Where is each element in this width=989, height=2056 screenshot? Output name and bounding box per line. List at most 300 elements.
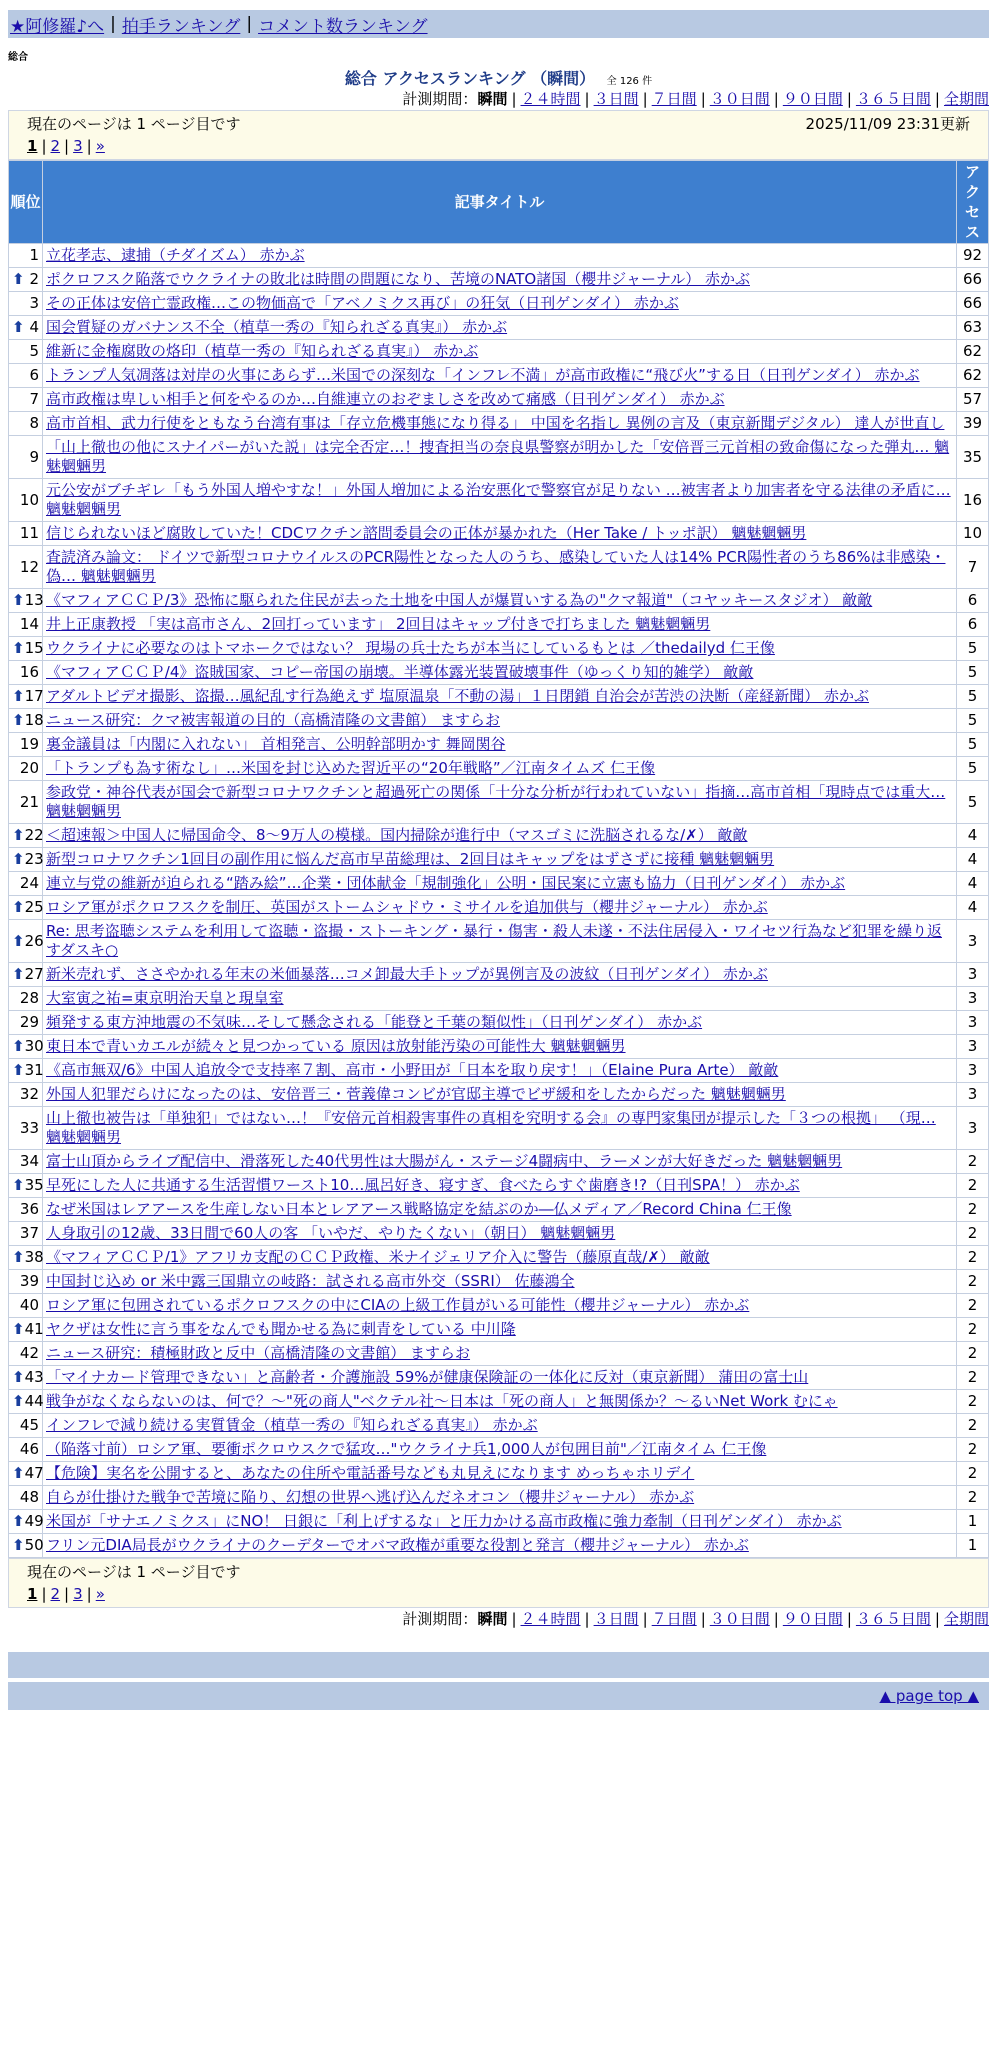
rank-up-arrow-icon: ⬆ (12, 898, 25, 916)
rank-cell (9, 1059, 43, 1083)
title-cell (43, 1150, 957, 1174)
rank-number: 36 (19, 1200, 39, 1218)
access-count: 2 (957, 1342, 989, 1366)
rank-cell (9, 412, 43, 436)
access-count: 62 (957, 364, 989, 388)
page-title-text: 総合 アクセスランキング （瞬間） (344, 69, 596, 88)
rank-number: 46 (19, 1440, 39, 1458)
table-row (9, 848, 989, 872)
period-sep: | (584, 1610, 590, 1628)
rank-up-arrow-icon: ⬆ (12, 1368, 25, 1386)
table-row (9, 920, 989, 963)
table-row (9, 896, 989, 920)
rank-number: 35 (24, 1176, 44, 1194)
title-cell (43, 292, 957, 316)
title-cell (43, 1246, 957, 1270)
title-cell (43, 987, 957, 1011)
access-count: 5 (957, 733, 989, 757)
rank-cell (9, 613, 43, 637)
access-count: 4 (957, 848, 989, 872)
article-title-link[interactable]: 【危険】実名を公開すると、あなたの住所や電話番号なども丸見えになります めっちゃホリデイ (46, 1464, 695, 1482)
access-count: 5 (957, 685, 989, 709)
rank-up-arrow-icon: ⬆ (12, 931, 25, 950)
rank-up-arrow-icon: ⬆ (12, 1536, 25, 1554)
title-cell (43, 522, 957, 546)
pager-sep: | (64, 137, 70, 155)
rank-number: 44 (24, 1392, 44, 1410)
title-cell (43, 1198, 957, 1222)
table-row (9, 1246, 989, 1270)
pager-link-page-2[interactable]: 2 (50, 1585, 61, 1603)
article-title-link[interactable]: アダルトビデオ撮影、盗撮…風紀乱す行為絶えず 塩原温泉「不動の湯」１日閉鎖 自治会が苦渋の決断（産経新聞） 赤かぶ (46, 687, 869, 705)
article-title-link[interactable]: インフレで減り続ける実質賃金（植草一秀の『知られざる真実』） 赤かぶ (46, 1416, 538, 1434)
table-row (9, 364, 989, 388)
title-cell (43, 436, 957, 479)
rank-number: 5 (29, 342, 39, 360)
rank-number: 13 (24, 591, 44, 609)
table-header-row (9, 161, 989, 244)
article-title-link[interactable]: その正体は安倍亡霊政権…この物価高で「アベノミクス再び」の狂気（日刊ゲンダイ） 赤かぶ (46, 294, 679, 312)
article-title-link[interactable]: ポクロフスク陥落でウクライナの敗北は時間の問題になり、苦境のNATO諸国（櫻井ジャーナル） 赤かぶ (46, 270, 750, 288)
title-cell (43, 589, 957, 613)
page-top-link[interactable]: ▲ page top ▲ (879, 1687, 979, 1705)
table-row (9, 1150, 989, 1174)
pager-sep: | (86, 1585, 92, 1603)
access-count: 6 (957, 613, 989, 637)
rank-cell (9, 292, 43, 316)
rank-number: 6 (29, 366, 39, 384)
footer-band (8, 1652, 989, 1678)
rank-cell (9, 1107, 43, 1150)
title-cell (43, 412, 957, 436)
rank-up-arrow-icon: ⬆ (12, 1512, 25, 1530)
nav-link-applause-ranking[interactable]: 拍手ランキング (121, 16, 241, 37)
access-count: 1 (957, 1510, 989, 1534)
access-count: 5 (957, 661, 989, 685)
rank-number: 24 (19, 874, 39, 892)
pager-bottom (8, 1558, 989, 1608)
top-nav (8, 10, 989, 38)
period-link-2[interactable]: ７日間 (651, 1610, 697, 1628)
rank-number: 31 (24, 1061, 44, 1079)
rank-cell (9, 872, 43, 896)
article-title-link[interactable]: ウクライナに必要なのはトマホークではない？ 現場の兵士たちが本当にしているもとは ／thedailyd 仁王像 (46, 639, 775, 657)
access-count: 2 (957, 1414, 989, 1438)
rank-number: 1 (29, 246, 39, 264)
rank-number: 20 (19, 759, 39, 777)
rank-number: 29 (19, 1013, 39, 1031)
article-title-link[interactable]: 頻発する東方沖地震の不気味…そして懸念される「能登と千葉の類似性」（日刊ゲンダイ） 赤かぶ (46, 1013, 703, 1031)
period-link-4[interactable]: ９０日間 (782, 90, 843, 108)
title-cell (43, 1390, 957, 1414)
table-row (9, 1198, 989, 1222)
rank-number: 9 (29, 447, 39, 466)
rank-number: 21 (19, 792, 39, 811)
table-row (9, 824, 989, 848)
access-count: 2 (957, 1486, 989, 1510)
article-title-link[interactable]: Re: 思考盗聴システムを利用して盗聴・盗撮・ストーキング・暴行・傷害・殺人未遂・不法住居侵入・ワイセツ行為など犯罪を繰り返すダスキ○ (46, 922, 942, 959)
table-row (9, 733, 989, 757)
pager-status: 現在のページは 1 ページ目です (27, 115, 241, 133)
rank-cell (9, 896, 43, 920)
table-row (9, 637, 989, 661)
rank-cell (9, 1438, 43, 1462)
table-row (9, 1035, 989, 1059)
access-count: 3 (957, 1035, 989, 1059)
pager-link-page-3[interactable]: 3 (73, 1585, 83, 1603)
title-cell (43, 637, 957, 661)
article-title-link[interactable]: 元公安がブチギレ「もう外国人増やすな！」外国人増加による治安悪化で警察官が足りない …被害者より加害者を守る法律の矛盾に… 魑魅魍魎男 (46, 481, 951, 518)
period-label: 計測期間： (402, 90, 478, 108)
title-cell (43, 268, 957, 292)
article-title-link[interactable]: 《マフィアＣＣＰ/4》盗賊国家、コピー帝国の崩壊。半導体露光装置破壊事件（ゆっくり知的雑学） 敵敵 (46, 663, 754, 681)
period-link-1[interactable]: ３日間 (593, 1610, 639, 1628)
table-row (9, 522, 989, 546)
article-title-link[interactable]: 井上正康教授 「実は高市さん、2回打っています」 2回目はキャップ付きで打ちました 魑魅魍魎男 (46, 615, 711, 633)
access-count: 16 (957, 479, 989, 522)
article-title-link[interactable]: ロシア軍がポクロフスクを制圧、英国がストームシャドウ・ミサイルを追加供与（櫻井ジャーナル） 赤かぶ (46, 898, 768, 916)
article-title-link[interactable]: 山上徹也被告は「単独犯」ではない…！『安倍元首相殺害事件の真相を究明する会』の専門家集団が提示した「３つの根拠」 （現… 魑魅魍魎男 (46, 1109, 936, 1146)
article-title-link[interactable]: 米国が「サナエノミクス」にNO！ 日銀に「利上げするな」と圧力かける高市政権に強力牽制（日刊ゲンダイ） 赤かぶ (46, 1512, 842, 1530)
article-title-link[interactable]: ニュース研究：クマ被害報道の目的（高橋清隆の文書館） ますらお (46, 711, 501, 729)
title-cell (43, 757, 957, 781)
rank-cell (9, 479, 43, 522)
period-sep: | (642, 1610, 648, 1628)
nav-link-ashura[interactable]: ★阿修羅♪へ (10, 16, 105, 37)
rank-cell (9, 1486, 43, 1510)
period-sep: | (584, 90, 590, 108)
article-title-link[interactable]: 戦争がなくならないのは、何で？～"死の商人"ベクテル社～日本は「死の商人」と無関係か？～るいNet Work むにゃ (46, 1392, 838, 1410)
table-row (9, 436, 989, 479)
access-count: 3 (957, 920, 989, 963)
access-count: 2 (957, 1294, 989, 1318)
title-cell (43, 1059, 957, 1083)
title-cell (43, 920, 957, 963)
title-cell (43, 364, 957, 388)
title-cell (43, 1107, 957, 1150)
article-title-link[interactable]: 新米売れず、ささやかれる年末の米価暴落…コメ卸最大手トップが異例言及の波紋（日刊ゲンダイ） 赤かぶ (46, 965, 768, 983)
pager-top (8, 110, 989, 160)
access-count: 4 (957, 872, 989, 896)
rank-number: 19 (19, 735, 39, 753)
category-tag: 総合 (8, 52, 28, 63)
table-row (9, 1510, 989, 1534)
rank-number: 15 (24, 639, 44, 657)
article-title-link[interactable]: ヤクザは女性に言う事をなんでも聞かせる為に刺青をしている 中川隆 (46, 1320, 516, 1338)
pager-next-link[interactable]: » (95, 1585, 105, 1603)
article-title-link[interactable]: 参政党・神谷代表が国会で新型コロナワクチンと超過死亡の関係「十分な分析が行われていない」指摘…高市首相「現時点では重大… 魑魅魍魎男 (46, 783, 946, 820)
article-title-link[interactable]: 大室寅之祐=東京明治天皇と現皇室 (46, 989, 284, 1007)
rank-up-arrow-icon: ⬆ (12, 639, 25, 657)
rank-number: 32 (19, 1085, 39, 1103)
rank-cell (9, 1150, 43, 1174)
rank-cell (9, 1270, 43, 1294)
title-cell (43, 388, 957, 412)
rank-cell (9, 244, 43, 268)
article-title-link[interactable]: 外国人犯罪だらけになったのは、安倍晋三・菅義偉コンビが官邸主導でビザ緩和をしたからだった 魑魅魍魎男 (46, 1085, 786, 1103)
rank-cell (9, 781, 43, 824)
access-count: 2 (957, 1366, 989, 1390)
table-row (9, 1438, 989, 1462)
rank-cell (9, 1510, 43, 1534)
table-row (9, 1083, 989, 1107)
rank-cell (9, 1390, 43, 1414)
access-count: 4 (957, 824, 989, 848)
access-count: 6 (957, 589, 989, 613)
article-title-link[interactable]: 早死にした人に共通する生活習慣ワースト10…風呂好き、寝すぎ、食べたらすぐ歯磨き!?（日刊SPA！） 赤かぶ (46, 1176, 800, 1194)
article-title-link[interactable]: 中国封じ込め or 米中露三国鼎立の岐路：試される高市外交（SSRI） 佐藤鴻全 (46, 1272, 575, 1290)
period-sep: | (934, 90, 940, 108)
rank-cell (9, 1174, 43, 1198)
table-row (9, 1390, 989, 1414)
table-row (9, 709, 989, 733)
table-row (9, 589, 989, 613)
table-row (9, 1174, 989, 1198)
rank-cell (9, 848, 43, 872)
access-count: 63 (957, 316, 989, 340)
rank-cell (9, 824, 43, 848)
access-count: 62 (957, 340, 989, 364)
rank-cell (9, 709, 43, 733)
title-cell (43, 1270, 957, 1294)
access-count: 66 (957, 268, 989, 292)
period-selector (8, 88, 989, 110)
access-count: 5 (957, 709, 989, 733)
period-sep: | (642, 90, 648, 108)
rank-up-arrow-icon: ⬆ (12, 270, 25, 288)
article-title-link[interactable]: 東日本で青いカエルが続々と見つかっている 原因は放射能汚染の可能性大 魑魅魍魎男 (46, 1037, 626, 1055)
rank-cell (9, 1318, 43, 1342)
access-count: 5 (957, 781, 989, 824)
rank-cell (9, 685, 43, 709)
period-link-3[interactable]: ３０日間 (709, 1610, 770, 1628)
title-cell (43, 613, 957, 637)
article-title-link[interactable]: なぜ米国はレアアースを生産しない日本とレアアース戦略協定を結ぶのか―仏メディア／Record China 仁王像 (46, 1200, 792, 1218)
rank-number: 30 (24, 1037, 44, 1055)
rank-number: 25 (24, 898, 44, 916)
article-title-link[interactable]: トランプ人気凋落は対岸の火事にあらず…米国での深刻な「インフレ不満」が高市政権に“飛び火”する日（日刊ゲンダイ） 赤かぶ (46, 366, 920, 384)
nav-link-comment-ranking[interactable]: コメント数ランキング (258, 16, 428, 37)
pager-link-page-2[interactable]: 2 (50, 137, 61, 155)
rank-cell (9, 340, 43, 364)
article-title-link[interactable]: 信じられないほど腐敗していた！CDCワクチン諮問委員会の正体が暴かれた（Her Take / トッポ訳） 魑魅魍魎男 (46, 524, 807, 542)
rank-number: 2 (29, 270, 39, 288)
access-count: 2 (957, 1198, 989, 1222)
table-row (9, 757, 989, 781)
period-sep: | (700, 90, 706, 108)
article-title-link[interactable]: 《マフィアＣＣＰ/3》恐怖に駆られた住民が去った土地を中国人が爆買いする為の"クマ報道"（コヤッキースタジオ） 敵敵 (46, 591, 873, 609)
access-count: 5 (957, 637, 989, 661)
article-title-link[interactable]: 査読済み論文： ドイツで新型コロナウイルスのPCR陽性となった人のうち、感染していた人は14% PCR陽性者のうち86%は非感染・偽… 魑魅魍魎男 (46, 548, 946, 585)
table-row (9, 1318, 989, 1342)
article-title-link[interactable]: 「山上徹也の他にスナイパーがいた説」は完全否定…！捜査担当の奈良県警察が明かした「安倍晋三元首相の致命傷になった弾丸… 魑魅魍魎男 (46, 438, 950, 475)
period-sep: | (511, 90, 517, 108)
title-cell (43, 848, 957, 872)
access-count: 2 (957, 1318, 989, 1342)
rank-number: 50 (24, 1536, 44, 1554)
total-count: 全 126 件 (606, 76, 653, 87)
article-title-link[interactable]: 維新に金権腐敗の烙印（植草一秀の『知られざる真実』） 赤かぶ (46, 342, 479, 360)
table-row (9, 1414, 989, 1438)
rank-cell (9, 522, 43, 546)
period-link-3[interactable]: ３０日間 (709, 90, 770, 108)
rank-up-arrow-icon: ⬆ (12, 1061, 25, 1079)
rank-number: 18 (24, 711, 44, 729)
period-link-0[interactable]: ２４時間 (520, 90, 581, 108)
article-title-link[interactable]: 裏金議員は「内閣に入れない」 首相発言、公明幹部明かす 舞岡関谷 (46, 735, 506, 753)
table-row (9, 479, 989, 522)
rank-up-arrow-icon: ⬆ (12, 965, 25, 983)
article-title-link[interactable]: 人身取引の12歳、33日間で60人の客 「いやだ、やりたくない」（朝日） 魑魅魍魎男 (46, 1224, 616, 1242)
article-title-link[interactable]: 新型コロナワクチン1回目の副作用に悩んだ高市早苗総理は、2回目はキャップをはずさずに接種 魑魅魍魎男 (46, 850, 775, 868)
updated-timestamp: 2025/11/09 23:31更新 (805, 115, 970, 133)
rank-number: 47 (24, 1464, 44, 1482)
table-row (9, 613, 989, 637)
access-count: 4 (957, 896, 989, 920)
rank-up-arrow-icon: ⬆ (12, 687, 25, 705)
nav-sep: | (110, 14, 116, 34)
access-count: 2 (957, 1390, 989, 1414)
access-count: 2 (957, 1246, 989, 1270)
title-cell (43, 1438, 957, 1462)
title-cell (43, 872, 957, 896)
access-count: 2 (957, 1150, 989, 1174)
rank-up-arrow-icon: ⬆ (12, 826, 25, 844)
title-cell (43, 824, 957, 848)
article-title-link[interactable]: 立花孝志、逮捕（チダイズム） 赤かぶ (46, 246, 305, 264)
rank-number: 28 (19, 989, 39, 1007)
article-title-link[interactable]: ロシア軍に包囲されているポクロフスクの中にCIAの上級工作員がいる可能性（櫻井ジャーナル） 赤かぶ (46, 1296, 750, 1314)
title-cell (43, 1294, 957, 1318)
rank-number: 38 (24, 1248, 44, 1266)
rank-cell (9, 1035, 43, 1059)
article-title-link[interactable]: 《高市無双/6》中国人追放令で支持率７割、高市・小野田が「日本を取り戻す！」（Elaine Pura Arte） 敵敵 (46, 1061, 779, 1079)
article-title-link[interactable]: 《マフィアＣＣＰ/1》アフリカ支配のＣＣＰ政権、米ナイジェリア介入に警告（藤原直哉/✗） 敵敵 (46, 1248, 710, 1266)
title-cell (43, 1035, 957, 1059)
article-title-link[interactable]: （陥落寸前）ロシア軍、要衝ポクロウスクで猛攻…"ウクライナ兵1,000人が包囲目前"／江南タイム 仁王像 (46, 1440, 767, 1458)
article-title-link[interactable]: ニュース研究：積極財政と反中（高橋清隆の文書館） ますらお (46, 1344, 471, 1362)
period-link-5[interactable]: ３６５日間 (855, 1610, 931, 1628)
period-link-5[interactable]: ３６５日間 (855, 90, 931, 108)
rank-cell (9, 1366, 43, 1390)
title-cell (43, 709, 957, 733)
bottom-band (8, 1682, 989, 1710)
pager-current-page: 1 (27, 137, 38, 155)
article-title-link[interactable]: 高市政権は卑しい相手と何をやるのか…自維連立のおぞましさを改めて痛感（日刊ゲンダイ） 赤かぶ (46, 390, 725, 408)
article-title-link[interactable]: 自らが仕掛けた戦争で苦境に陥り、幻想の世界へ逃げ込んだネオコン（櫻井ジャーナル） 赤かぶ (46, 1488, 695, 1506)
rank-number: 33 (19, 1118, 39, 1137)
table-row (9, 1222, 989, 1246)
article-title-link[interactable]: 連立与党の維新が迫られる“踏み絵”…企業・団体献金「規制強化」公明・国民案に立憲も協力（日刊ゲンダイ） 赤かぶ (46, 874, 846, 892)
period-link-4[interactable]: ９０日間 (782, 1610, 843, 1628)
table-row (9, 268, 989, 292)
access-count: 2 (957, 1270, 989, 1294)
access-count: 3 (957, 1059, 989, 1083)
table-row (9, 1011, 989, 1035)
table-row (9, 963, 989, 987)
col-header-title: 記事タイトル (43, 161, 957, 244)
table-row (9, 872, 989, 896)
article-title-link[interactable]: フリン元DIA局長がウクライナのクーデターでオバマ政権が重要な役割と発言（櫻井ジャーナル） 赤かぶ (46, 1536, 749, 1554)
rank-cell (9, 589, 43, 613)
rank-cell (9, 1342, 43, 1366)
period-sep: | (511, 1610, 517, 1628)
access-count: 1 (957, 1534, 989, 1558)
rank-number: 42 (19, 1344, 39, 1362)
rank-up-arrow-icon: ⬆ (12, 711, 25, 729)
article-title-link[interactable]: 国会質疑のガバナンス不全（植草一秀の『知られざる真実』） 赤かぶ (46, 318, 508, 336)
period-link-0[interactable]: ２４時間 (520, 1610, 581, 1628)
rank-cell (9, 757, 43, 781)
access-count: 3 (957, 1083, 989, 1107)
table-row (9, 1462, 989, 1486)
rank-number: 49 (24, 1512, 44, 1530)
rank-number: 43 (24, 1368, 44, 1386)
nav-sep: | (246, 14, 253, 34)
pager-sep: | (86, 137, 92, 155)
article-title-link[interactable]: ＜超速報＞中国人に帰国命令、8～9万人の模様。国内掃除が進行中（マスゴミに洗脳されるな/✗） 敵敵 (46, 826, 748, 844)
period-sep: | (846, 1610, 852, 1628)
period-link-1[interactable]: ３日間 (593, 90, 639, 108)
rank-number: 48 (19, 1488, 39, 1506)
pager-link-page-3[interactable]: 3 (73, 137, 83, 155)
period-link-2[interactable]: ７日間 (651, 90, 697, 108)
title-cell (43, 1486, 957, 1510)
col-header-rank: 順位 (9, 161, 43, 244)
title-cell (43, 685, 957, 709)
rank-cell (9, 1414, 43, 1438)
table-row (9, 244, 989, 268)
pager-links (27, 1583, 970, 1605)
pager-links (27, 135, 970, 157)
rank-up-arrow-icon: ⬆ (12, 1248, 25, 1266)
title-cell (43, 733, 957, 757)
access-count: 3 (957, 987, 989, 1011)
rank-up-arrow-icon: ⬆ (12, 1320, 25, 1338)
title-cell (43, 1510, 957, 1534)
access-count: 2 (957, 1438, 989, 1462)
article-title-link[interactable]: 「マイナカード管理できない」と高齢者・介護施設 59%が健康保険証の一体化に反対（東京新聞） 蒲田の富士山 (46, 1368, 809, 1386)
period-link-6[interactable]: 全期間 (943, 1610, 989, 1628)
rank-number: 16 (19, 663, 39, 681)
rank-number: 17 (24, 687, 44, 705)
access-count: 7 (957, 546, 989, 589)
rank-up-arrow-icon: ⬆ (12, 591, 25, 609)
title-cell (43, 1366, 957, 1390)
title-cell (43, 1462, 957, 1486)
period-sep: | (773, 90, 779, 108)
title-cell (43, 781, 957, 824)
article-title-link[interactable]: 富士山頂からライブ配信中、滑落死した40代男性は大腸がん・ステージ4闘病中、ラーメンが大好きだった 魑魅魍魎男 (46, 1152, 843, 1170)
table-row (9, 1270, 989, 1294)
access-count: 2 (957, 1174, 989, 1198)
title-cell (43, 1342, 957, 1366)
pager-next-link[interactable]: » (95, 137, 105, 155)
period-label: 計測期間： (402, 1610, 478, 1628)
rank-number: 34 (19, 1152, 39, 1170)
access-count: 57 (957, 388, 989, 412)
rank-cell (9, 1294, 43, 1318)
article-title-link[interactable]: 高市首相、武力行使をともなう台湾有事は「存立危機事態になり得る」 中国を名指し 異例の言及（東京新聞デジタル） 達人が世直し (46, 414, 945, 432)
article-title-link[interactable]: 「トランプも為す術なし」…米国を封じ込めた習近平の“20年戦略”／江南タイムズ 仁王像 (46, 759, 656, 777)
rank-number: 39 (19, 1272, 39, 1290)
period-sep: | (700, 1610, 706, 1628)
table-row (9, 685, 989, 709)
rank-cell (9, 1011, 43, 1035)
title-cell (43, 1174, 957, 1198)
period-link-6[interactable]: 全期間 (943, 90, 989, 108)
rank-cell (9, 1462, 43, 1486)
